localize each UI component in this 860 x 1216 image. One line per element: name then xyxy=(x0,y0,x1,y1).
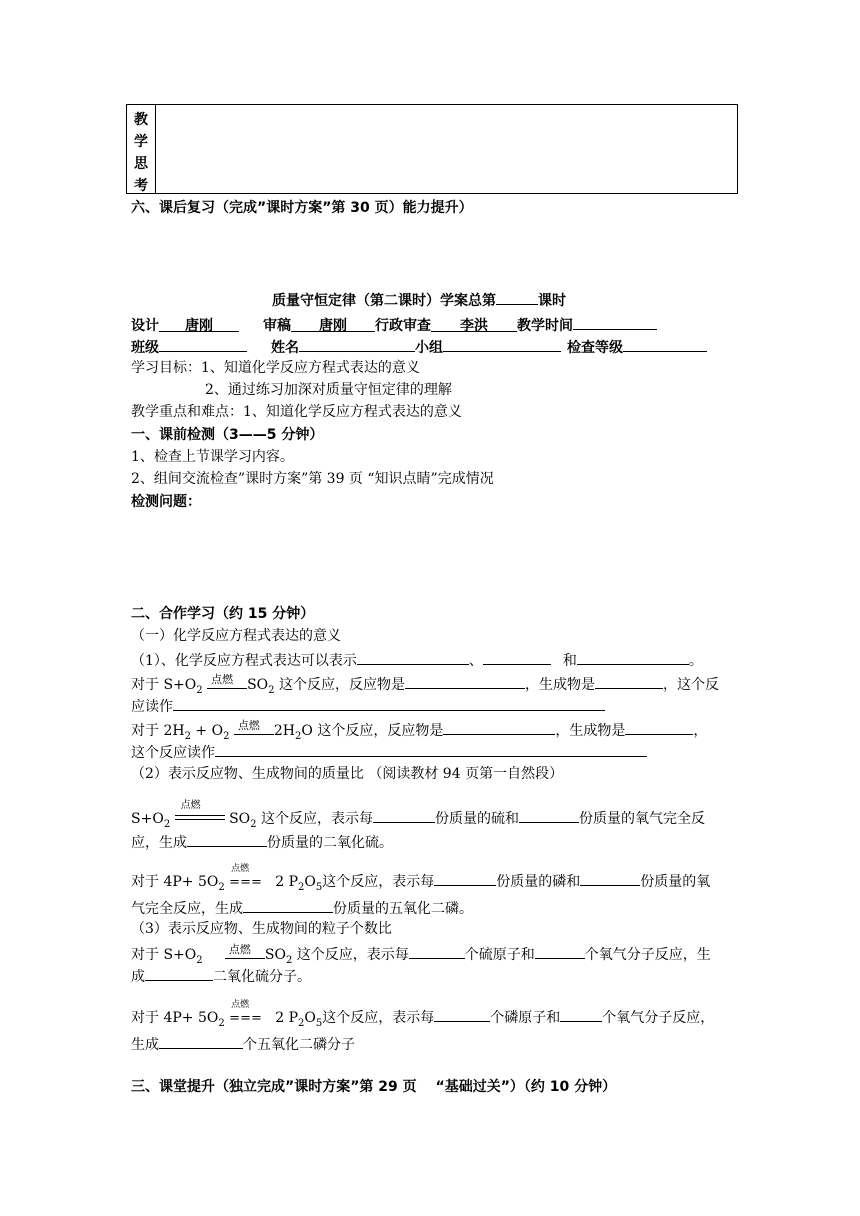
line-particle-p-2: 生成 个五氧化二磷分子 xyxy=(131,1034,355,1054)
section-3-heading: 三、课堂提升（独立完成”课时方案”第 29 页 “基础过关”）（约 10 分钟） xyxy=(131,1079,617,1095)
section-1-item-1: 1、检查上节课学习内容。 xyxy=(131,449,294,465)
line-particle-s: 对于 $S+O_2$ 点燃 $SO_2$ 这个反应，表示每 个硫原子和 个氧气分子反应，生 xyxy=(131,943,711,966)
reflection-label-column xyxy=(127,105,156,193)
key-points: 教学重点和难点：1、知道化学反应方程式表达的意义 xyxy=(131,404,462,420)
goal-2: 2、通过练习加深对质量守恒定律的理解 xyxy=(205,382,452,398)
line-particle-s-2: 成 二氧化硫分子。 xyxy=(131,966,311,986)
section-1-item-2: 2、组间交流检查”课时方案”第 39 页 “知识点睛”完成情况 xyxy=(131,471,494,487)
check-questions-label: 检测问题： xyxy=(131,494,201,510)
vertical-char: 考 xyxy=(134,178,148,194)
page-title: 质量守恒定律（第二课时）学案总第 课时 xyxy=(272,290,566,310)
line-mass-p: 对于 $4P+ 5O_2$ 点燃 === 2 $P_2O_5$这个反应，表示每 份质量的磷和 份质量的氧 xyxy=(131,864,711,893)
vertical-char: 学 xyxy=(134,134,148,150)
line-mass-p-2: 气完全反应，生成 份质量的五氧化二磷。 xyxy=(131,898,473,918)
goal-1: 学习目标：1、知道化学反应方程式表达的意义 xyxy=(131,360,420,376)
line-h2-o2: 对于 $2H_2 + O_2$ 点燃 $2H_2O$ 这个反应，反应物是 ，生成物是 ， xyxy=(131,719,708,742)
meta-row-1: 设计 唐刚 审稿 唐刚 行政审查 李洪 教学时间 xyxy=(131,315,657,335)
vertical-char: 思 xyxy=(134,156,148,172)
line-p1: （1）、化学反应方程式表达可以表示 、 和 。 xyxy=(131,650,703,670)
line-read-1: 应读作 xyxy=(131,696,605,716)
vertical-char: 教 xyxy=(134,112,148,128)
line-read-2: 这个反应读作 xyxy=(131,742,647,762)
teaching-reflection-box xyxy=(126,104,738,194)
section-2-heading: 二、合作学习（约 15 分钟） xyxy=(131,606,315,622)
subsection-1-title: （一）化学反应方程式表达的意义 xyxy=(131,628,341,644)
line-particle-p: 对于 $4P+ 5O_2$ 点燃 === 2 $P_2O_5$这个反应，表示每 个磷原子和 个氧气分子反应， xyxy=(131,1000,715,1029)
line-mass-s: $S+O_2$ 点燃 $SO_2$ 这个反应，表示每 份质量的硫和 份质量的氧气完全反 xyxy=(131,800,705,830)
subsection-3-title: （3）表示反应物、生成物间的粒子个数比 xyxy=(131,921,392,937)
line-s-o2-1: 对于 $S+O_2$ 点燃 $SO_2$ 这个反应，反应物是 ，生成物是 ，这个反 xyxy=(131,673,719,696)
line-mass-s-2: 应，生成 份质量的二氧化硫。 xyxy=(131,832,393,852)
subsection-2-title: （2）表示反应物、生成物间的质量比 （阅读教材 94 页第一自然段） xyxy=(131,766,564,782)
section-6-heading: 六、课后复习（完成”课时方案”第 30 页）能力提升） xyxy=(131,200,473,216)
meta-row-2: 班级 姓名 小组 检查等级 xyxy=(131,337,707,357)
section-1-heading: 一、课前检测（3——5 分钟） xyxy=(131,427,324,443)
